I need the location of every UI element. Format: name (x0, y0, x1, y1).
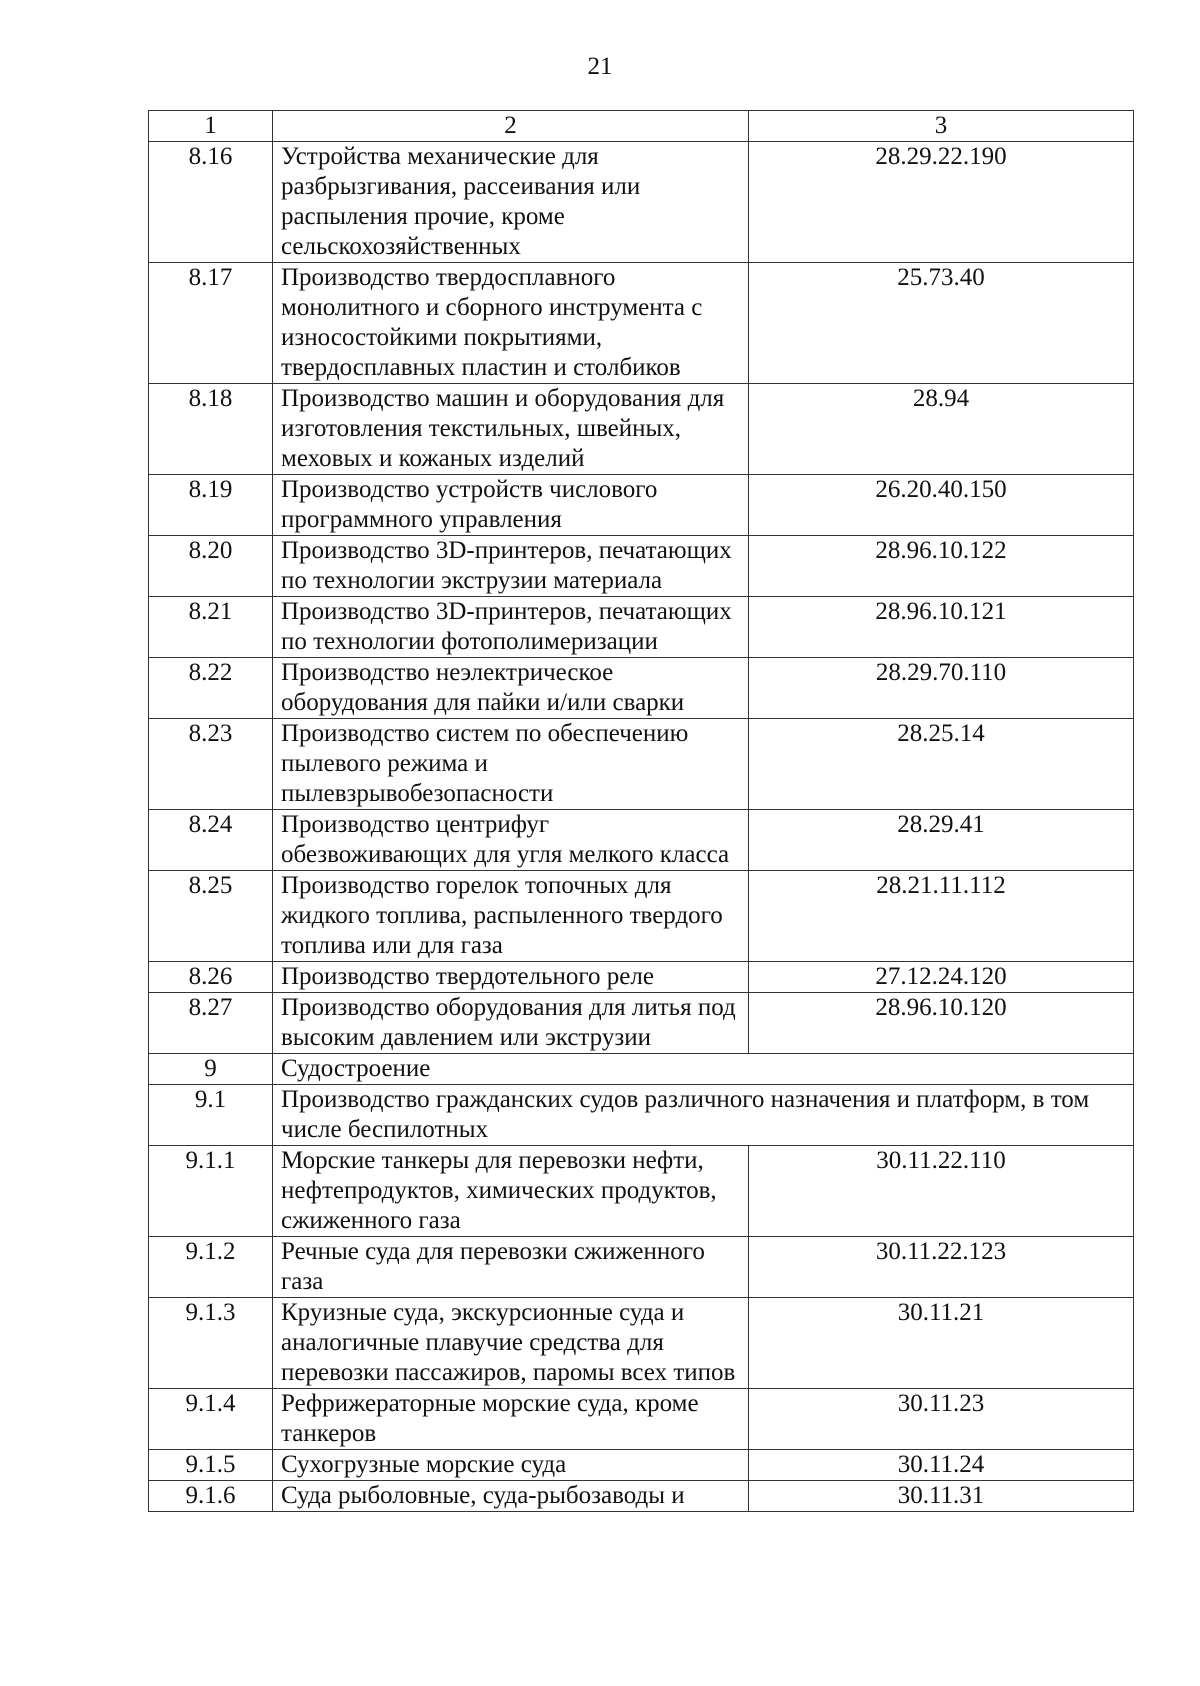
row-code: 28.29.22.190 (749, 142, 1134, 263)
table-row (149, 536, 1134, 597)
row-name: Рефрижераторные морские суда, кроме танкеров (273, 1389, 749, 1450)
row-code: 30.11.23 (749, 1389, 1134, 1450)
row-code: 28.96.10.120 (749, 993, 1134, 1054)
row-name: Речные суда для перевозки сжиженного газа (273, 1237, 749, 1298)
row-name: Круизные суда, экскурсионные суда и аналогичные плавучие средства для перевозки пассажиров, паромы всех типов (273, 1298, 749, 1389)
row-code: 28.29.41 (749, 810, 1134, 871)
row-number: 9.1.3 (149, 1298, 273, 1389)
table-row (149, 962, 1134, 993)
row-code: 30.11.22.123 (749, 1237, 1134, 1298)
row-number: 8.16 (149, 142, 273, 263)
row-name: Суда рыболовные, суда-рыбозаводы и (273, 1481, 749, 1512)
table-row (149, 871, 1134, 962)
row-name: Производство машин и оборудования для изготовления текстильных, швейных, меховых и кожаных изделий (273, 384, 749, 475)
row-number: 9.1.6 (149, 1481, 273, 1512)
row-name: Сухогрузные морские суда (273, 1450, 749, 1481)
row-number: 8.22 (149, 658, 273, 719)
table-row (149, 1481, 1134, 1512)
table-row (149, 263, 1134, 384)
row-name: Производство горелок топочных для жидкого топлива, распыленного твердого топлива или для газа (273, 871, 749, 962)
row-name: Производство систем по обеспечению пылевого режима и пылевзрывобезопасности (273, 719, 749, 810)
table-row (149, 1054, 1134, 1085)
row-code: 30.11.24 (749, 1450, 1134, 1481)
table-header-row (149, 111, 1134, 142)
row-name: Производство оборудования для литья под высоким давлением или экструзии (273, 993, 749, 1054)
row-code: 28.94 (749, 384, 1134, 475)
row-name: Производство 3D-принтеров, печатающих по технологии фотополимеризации (273, 597, 749, 658)
table-row (149, 1146, 1134, 1237)
row-number: 9.1 (149, 1085, 273, 1146)
table-row (149, 475, 1134, 536)
table-row (149, 1450, 1134, 1481)
row-number: 8.18 (149, 384, 273, 475)
row-number: 9.1.5 (149, 1450, 273, 1481)
table-body (149, 111, 1134, 1512)
row-code: 28.29.70.110 (749, 658, 1134, 719)
row-number: 9.1.4 (149, 1389, 273, 1450)
row-number: 8.19 (149, 475, 273, 536)
row-number: 9 (149, 1054, 273, 1085)
table-row (149, 719, 1134, 810)
table-row (149, 1298, 1134, 1389)
table-row (149, 1237, 1134, 1298)
table-row (149, 384, 1134, 475)
row-name: Производство центрифуг обезвоживающих для угля мелкого класса (273, 810, 749, 871)
row-number: 8.24 (149, 810, 273, 871)
row-code: 28.96.10.121 (749, 597, 1134, 658)
row-code: 30.11.31 (749, 1481, 1134, 1512)
row-code: 26.20.40.150 (749, 475, 1134, 536)
row-number: 8.25 (149, 871, 273, 962)
row-name: Морские танкеры для перевозки нефти, нефтепродуктов, химических продуктов, сжиженного газа (273, 1146, 749, 1237)
row-number: 8.21 (149, 597, 273, 658)
table-row (149, 658, 1134, 719)
table-row (149, 1389, 1134, 1450)
row-name: Производство устройств числового программного управления (273, 475, 749, 536)
row-code: 27.12.24.120 (749, 962, 1134, 993)
row-number: 9.1.2 (149, 1237, 273, 1298)
row-code: 30.11.21 (749, 1298, 1134, 1389)
table-row (149, 597, 1134, 658)
row-code: 28.25.14 (749, 719, 1134, 810)
table-row (149, 142, 1134, 263)
header-col-1: 1 (149, 111, 273, 142)
row-number: 8.26 (149, 962, 273, 993)
header-col-2: 2 (273, 111, 749, 142)
row-code: 30.11.22.110 (749, 1146, 1134, 1237)
row-name: Производство твердосплавного монолитного и сборного инструмента с износостойкими покрытиями, твердосплавных пластин и столбиков (273, 263, 749, 384)
row-number: 8.23 (149, 719, 273, 810)
table-row (149, 993, 1134, 1054)
table-row (149, 1085, 1134, 1146)
row-name: Производство твердотельного реле (273, 962, 749, 993)
header-col-3: 3 (749, 111, 1134, 142)
row-number: 8.27 (149, 993, 273, 1054)
row-name: Устройства механические для разбрызгивания, рассеивания или распыления прочие, кроме сельскохозяйственных (273, 142, 749, 263)
row-number: 8.20 (149, 536, 273, 597)
row-name: Производство гражданских судов различного назначения и платформ, в том числе беспилотных (273, 1085, 1134, 1146)
table-row (149, 810, 1134, 871)
row-name: Производство 3D-принтеров, печатающих по технологии экструзии материала (273, 536, 749, 597)
classification-table (148, 110, 1134, 1512)
row-code: 25.73.40 (749, 263, 1134, 384)
row-name: Производство неэлектрическое оборудования для пайки и/или сварки (273, 658, 749, 719)
row-name: Судостроение (273, 1054, 1134, 1085)
row-code: 28.96.10.122 (749, 536, 1134, 597)
row-code: 28.21.11.112 (749, 871, 1134, 962)
row-number: 9.1.1 (149, 1146, 273, 1237)
page-number: 21 (587, 53, 613, 80)
row-number: 8.17 (149, 263, 273, 384)
